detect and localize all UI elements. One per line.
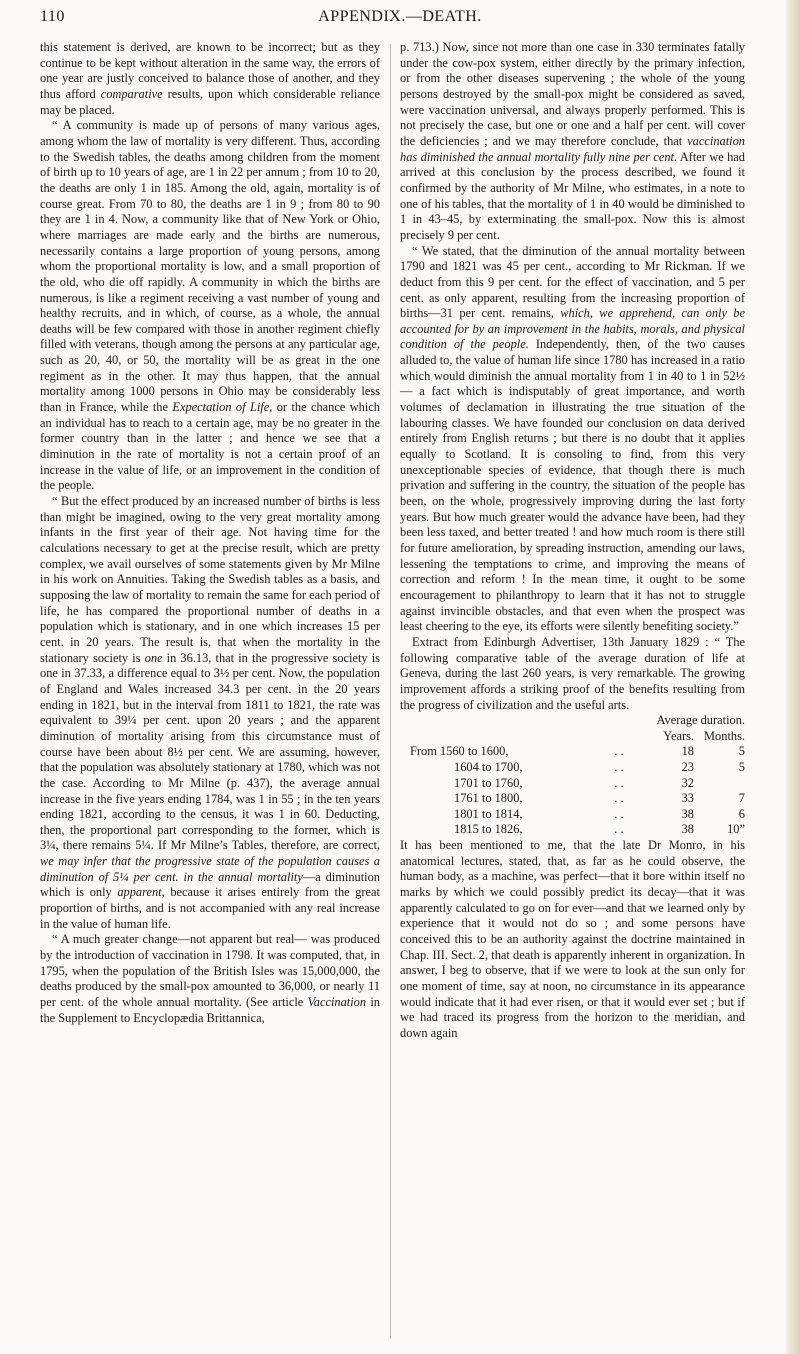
right-column bbox=[400, 40, 745, 1042]
leader-cell: . . bbox=[614, 806, 624, 821]
page-edge bbox=[786, 0, 800, 1354]
paragraph: “ A much greater change—not apparent but real— was produced by the introduction of vaccination in 1798. It was computed, that, in 1795, when the population of the British Isles was 15,000,000, the deaths produced by the small-pox amounted to 36,000, or nearly 11 per cent. of the whole annual mortality. (See article Vaccination in the Supplement to Encyclopædia Brittannica, bbox=[40, 932, 380, 1025]
paragraph: “ A community is made up of persons of many various ages, among whom the law of mortality is very different. Thus, according to the Swedish tables, the deaths among children from the moment of birth up to 10 years of age, are 1 in 22 per annum ; from 10 to 20, the deaths are only 1 in 185. Among the old, again, mortality is of course great. From 70 to 80, the deaths are 1 in 9 ; from 80 to 90 they are 1 in 4. Now, a community like that of New York or Ohio, where marriages are made early and the births are numerous, necessarily contains a large proportion of young persons, among whom the proportional mortality is low, and a small proportion of the old, who die off rapidly. A community in which the births are numerous, is like a regiment receiving a vast number of young and healthy recruits, and in which, of course, as a whole, the annual deaths will be few compared with those in another regiment chiefly filled with veterans, though among the persons at any particular age, such as 20, 40, or 50, the mortality will be as great in the one regiment as in the other. It may thus happen, that the annual mortality among 1000 persons in Ohio may be considerably less than in France, while the Expectation of Life, or the chance which an individual has to reach to a certain age, may be no greater in the former country than in the latter ; and hence we see that a diminution in the rate of mortality is not a certain proof of an increase in the value of life, or an improvement in the condition of the people. bbox=[40, 118, 381, 493]
years-cell: 38 bbox=[681, 822, 694, 837]
table-heading: Average duration. bbox=[656, 713, 745, 728]
months-cell: 5 bbox=[738, 760, 745, 774]
years-cell: 18 bbox=[681, 744, 694, 759]
leader-cell: . . bbox=[614, 822, 624, 837]
table-row bbox=[410, 776, 745, 792]
months-cell: 6 bbox=[738, 806, 745, 821]
left-column bbox=[40, 40, 380, 1026]
page-number: 110 bbox=[40, 8, 65, 25]
period-cell: From 1560 to 1600, bbox=[410, 744, 509, 759]
table-row bbox=[410, 807, 745, 823]
column-divider bbox=[390, 44, 391, 1339]
after-table-text bbox=[400, 838, 745, 1042]
page-header bbox=[40, 8, 760, 34]
period-cell: 1761 to 1800, bbox=[454, 791, 523, 806]
years-cell: 23 bbox=[681, 760, 694, 774]
paragraph: “ But the effect produced by an increased number of births is less than might be imagined, owing to the very great mortality among infants in the first year of their age. Not having time for the calculations necessary to get at the precise result, which are pretty complex, we avail ourselves of some statements given by Mr Milne in his work on Annuities. Taking the Swedish tables as a basis, and supposing the law of mortality to remain the same for each period of life, he has compared the proportional number of deaths in a population which is stationary, and in one which increases 15 per cent. in 20 years. The result is, that when the mortality in the stationary society is one in 36.13, that in the progressive society is one in 37.33, a difference equal to 3½ per cent. Now, the population of England and Wales increased 34.3 per cent. in the 20 years ending in 1821, but in the interval from 1811 to 1821, the rate was equivalent to 39¼ per cent. upon 20 years ; and the apparent diminution of mortality arising from this circumstance must of course have been about 8½ per cent. We are assuming, however, that the population was absolutely stationary at 1780, which was not the case. According to Mr Milne (p. 437), the average annual increase in the five years ending 1784, was 1 in 55 ; in the ten years ending 1821, according to the census, it was 1 in 60. Deducting, then, the proportional part corresponding to the former, which is 3¼, there remains 5¼. If Mr Milne’s Tables, therefore, are correct, we may infer that the progressive state of the population causes a diminution of 5¼ per cent. in the annual mortality—a diminution which is only apparent, because it arises entirely from the great proportion of births, and is not accompanied with any real increase in the value of human life. bbox=[40, 494, 381, 931]
period-cell: 1801 to 1814, bbox=[454, 806, 523, 821]
leader-cell: . . bbox=[614, 791, 624, 806]
months-cell: 5 bbox=[738, 744, 745, 759]
paragraph: this statement is derived, are known to be incorrect; but as they continue to be kept without alteration in the same way, the errors of one year are justly conceived to balance those of another, and they thus afford comparative results, upon which considerable reliance may be placed. bbox=[40, 40, 380, 117]
period-cell: 1701 to 1760, bbox=[454, 775, 523, 790]
col-header-months: Months. bbox=[704, 728, 745, 743]
leader-cell: . . bbox=[614, 744, 624, 759]
table-row bbox=[410, 822, 745, 838]
years-cell: 33 bbox=[681, 791, 694, 806]
right-paragraphs bbox=[400, 40, 745, 713]
leader-cell: . . bbox=[614, 760, 624, 774]
period-cell: 1604 to 1700, bbox=[454, 760, 523, 774]
paragraph: p. 713.) Now, since not more than one case in 330 terminates fatally under the cow-pox system, either directly by the primary infection, or from the other diseases supervening ; the whole of the young persons destroyed by the small-pox might be considered as saved, were vaccination universal, and always properly performed. This is not precisely the case, but one or one and a half per cent. will cover the deficiencies ; and we may therefore conclude, that vaccination has diminished the annual mortality fully nine per cent. After we had arrived at this conclusion by the process described, we found it confirmed by the authority of Mr Milne, who estimates, in a note to one of his tables, that the mortality of 1 in 40 would be diminished to 1 in 43–45, by exterminating the small-pox. Now this is almost precisely 9 per cent. bbox=[400, 40, 745, 242]
paragraph: Extract from Edinburgh Advertiser, 13th January 1829 : “ The following comparative table of the average duration of life at Geneva, during the last 260 years, is very remarkable. The growing improvement affords a striking proof of the benefits resulting from the progress of civilization and the useful arts. bbox=[400, 634, 745, 712]
table-row bbox=[410, 791, 745, 807]
months-cell: 7 bbox=[738, 791, 745, 806]
leader-cell: . . bbox=[614, 775, 624, 790]
paragraph: It has been mentioned to me, that the late Dr Monro, in his anatomical lectures, stated, that, as far as he could observe, the human body, as a machine, was perfect—that it bore within itself no marks by which we could possibly predict its decay—that it was apparently calculated to go on for ever—and that we learned only by experience that it would not do so ; and some persons have conceived this to be an authority against the doctrine maintained in Chap. III. Sect. 2, that death is apparently inherent in organization. In answer, I beg to observe, that if we were to look at the sun only for one moment of time, say at noon, no circumstance in its appearance would indicate that it had ever risen, or that it would ever set ; but if we had traced its progress from the horizon to the meridian, and down again bbox=[400, 837, 745, 1040]
years-cell: 32 bbox=[681, 775, 694, 790]
table-row bbox=[410, 760, 745, 776]
geneva-duration-table bbox=[410, 713, 745, 838]
years-cell: 38 bbox=[681, 806, 694, 821]
months-cell: 10” bbox=[727, 822, 745, 837]
period-cell: 1815 to 1826, bbox=[454, 822, 523, 837]
running-head: APPENDIX.—DEATH. bbox=[318, 8, 482, 25]
paragraph: “ We stated, that the diminution of the annual mortality between 1790 and 1821 was 45 per cent., according to Mr Rickman. If we deduct from this 9 per cent. for the effect of vaccination, and 5 per cent. as only apparent, resulting from the increasing proportion of births—31 per cent. remains, which, we apprehend, can only be accounted for by an improvement in the habits, morals, and physical condition of the people. Independently, then, of the two causes alluded to, the value of human life since 1780 has increased in a ratio which would diminish the annual mortality from 1 in 40 to 1 in 52½— a fact which is indisputably of great importance, and worth volumes of declamation in illustrating the true situation of the labouring classes. We have founded our conclusion on data derived entirely from English returns ; but there is no doubt that it applies equally to Scotland. It is consoling to find, from this very unexceptionable species of evidence, that though there is much privation and suffering in the country, the situation of the people has been, on the whole, progressively improving during the last forty years. But how much greater would the advance have been, had they been less taxed, and better treated ! and how much room is there still for future amelioration, by spreading instruction, amending our laws, lessening the temptations to crime, and improving the means of correction and reform ! In the mean time, it ought to be some encouragement to philanthropy to learn that it has not to struggle against invincible obstacles, and that even when the prospect was least cheering to the eye, its efforts were silently benefiting society.” bbox=[400, 243, 745, 634]
months-cell bbox=[704, 776, 745, 792]
col-header-years: Years. bbox=[663, 728, 694, 743]
table-row bbox=[410, 744, 745, 760]
